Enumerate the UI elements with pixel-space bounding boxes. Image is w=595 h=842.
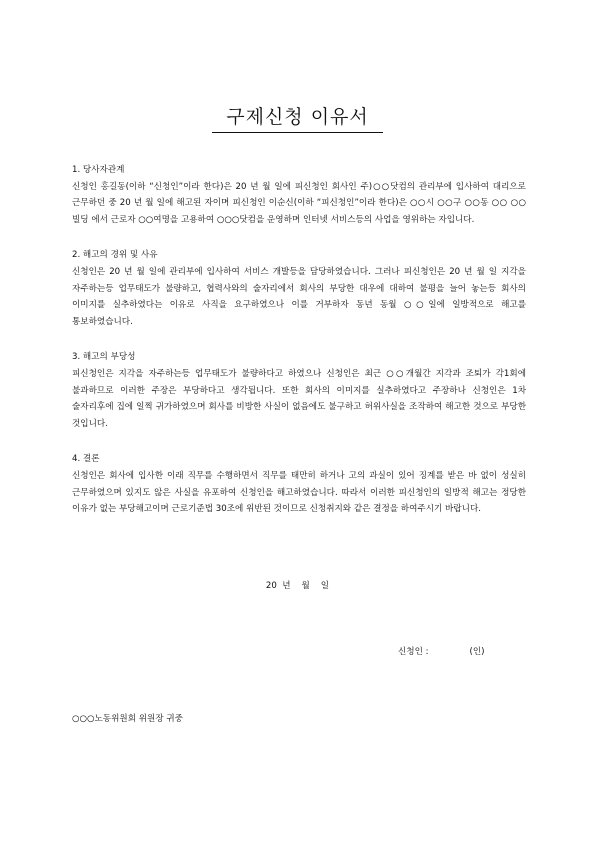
section-paragraph: 신청인은 회사에 입사한 이래 직무를 수행하면서 직무를 태만히 하거나 고의 과실이 있어 징계를 받은 바 없이 성실히 근무하였으며 있지도 않은 사실을 유포하여 신청인을 해고하였습니다. 따라서 이러한 피신청인의 일방적 해고는 정당한 이유가 없는 부당해고이며 근로기준법 30조에 위반된 것이므로 신청취지와 같은 결정을 하여주시기 바랍니다. <box>72 470 526 515</box>
applicant-signature-line: 신청인 : (인) <box>398 647 485 657</box>
date-line: 20 년 월 일 <box>265 581 330 591</box>
section-paragraph: 신청인 홍길동(이하 “신청인”이라 한다)은 20 년 월 일에 피신청인 회사인 주)○○닷컴의 관리부에 입사하여 대리으로 근무하던 중 20 년 월 일에 해고된 자이며 피신청인 이순신(이하 “피신청인”이라 한다)은 ○○시 ○○구 ○○동 ○○ ○○빌딩 에서 근로자 ○○여명을 고용하여 ○○○닷컴을 운영하며 인터넷 서비스등의 사업을 영위하는 자입니다. <box>72 181 526 225</box>
recipient-line: ○○○노동위원회 위원장 귀중 <box>72 714 183 724</box>
section-heading: 1. 당사자관계 <box>72 165 125 175</box>
title-container <box>0 102 595 133</box>
section-heading: 3. 해고의 부당성 <box>72 352 136 363</box>
section-paragraph: 신청인은 20 년 월 일에 관리부에 입사하여 서비스 개발등을 담당하였습니다. 그러나 피신청인은 20 년 월 일 지각을 자주하는등 업무태도가 불량하고, 협력사와의 술자리에서 회사의 부당한 대우에 대하여 불평을 늘어 놓는등 회사의 이미지를 실추하였다는 이유로 사직을 요구하였으나 이를 거부하자 동년 동월 ○○일에 일방적으로 해고를 통보하였습니다. <box>72 266 526 327</box>
section-heading: 2. 해고의 경위 및 사유 <box>72 250 158 261</box>
section-dismissal-circumstances <box>72 247 526 330</box>
section-party-relationship <box>72 162 526 228</box>
section-conclusion <box>72 451 526 517</box>
document-body <box>72 162 526 537</box>
section-paragraph: 피신청인은 지각을 자주하는등 업무태도가 불량하다고 하였으나 신청인은 최근 ○○개월간 지각과 조퇴가 각1회에 불과하므로 이러한 주장은 부당하다고 생각됩니다. 또한 회사의 이미지를 실추하였다고 주장하나 신청인은 1차 술자리후에 집에 일찍 귀가하였으며 회사를 비방한 사실이 없음에도 불구하고 허위사실을 조작하여 해고한 것으로 부당한 것입니다. <box>72 368 526 429</box>
document-title: 구제신청 이유서 <box>212 102 383 133</box>
section-heading: 4. 결론 <box>72 454 100 465</box>
section-dismissal-unfairness <box>72 349 526 432</box>
